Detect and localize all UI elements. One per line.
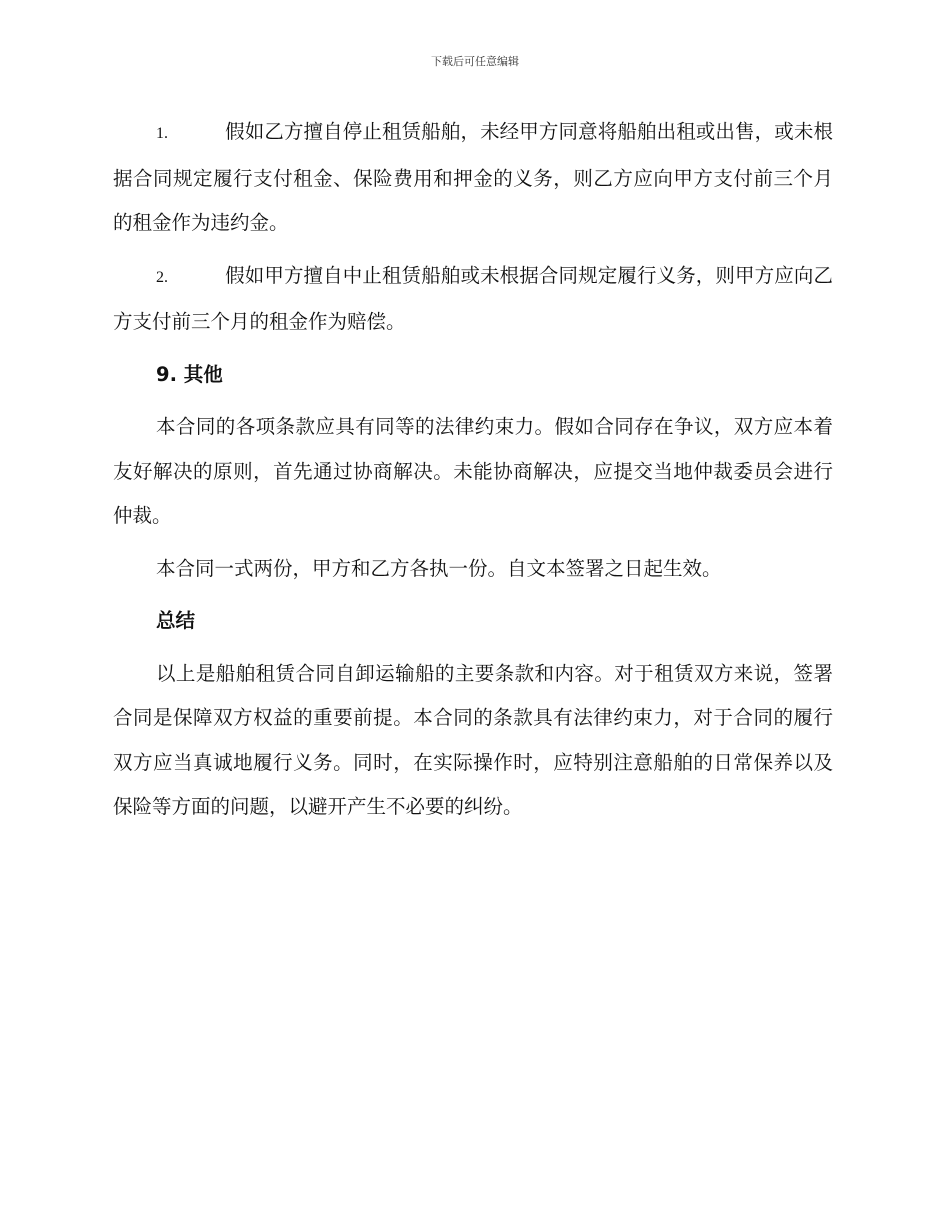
section-9-paragraph-1: 本合同的各项条款应具有同等的法律约束力。假如合同存在争议，双方应本着友好解决的原则，首先通过协商解决。未能协商解决，应提交当地仲裁委员会进行仲裁。 bbox=[113, 415, 833, 527]
clause-1-number: 1. bbox=[156, 125, 168, 142]
page-header: 下载后可任意编辑 bbox=[431, 55, 519, 68]
clause-1 bbox=[113, 110, 833, 246]
section-9-paragraph-2: 本合同一式两份，甲方和乙方各执一份。自文本签署之日起生效。 bbox=[156, 556, 722, 580]
section-9-heading: 9. 其他 bbox=[156, 362, 223, 386]
clause-1-text: 假如乙方擅自停止租赁船舶，未经甲方同意将船舶出租或出售，或未根据合同规定履行支付租金、保险费用和押金的义务，则乙方应向甲方支付前三个月的租金作为违约金。 bbox=[113, 120, 833, 234]
summary-paragraph: 以上是船舶租赁合同自卸运输船的主要条款和内容。对于租赁双方来说，签署合同是保障双方权益的重要前提。本合同的条款具有法律约束力，对于合同的履行双方应当真诚地履行义务。同时，在实际操作时，应特别注意船舶的日常保养以及保险等方面的问题，以避开产生不必要的纠纷。 bbox=[113, 661, 833, 818]
clause-2-text: 假如甲方擅自中止租赁船舶或未根据合同规定履行义务，则甲方应向乙方支付前三个月的租金作为赔偿。 bbox=[113, 263, 833, 333]
clause-2 bbox=[113, 254, 833, 345]
clause-2-number: 2. bbox=[156, 268, 168, 286]
summary-heading: 总结 bbox=[156, 609, 196, 632]
document-body bbox=[113, 110, 833, 838]
